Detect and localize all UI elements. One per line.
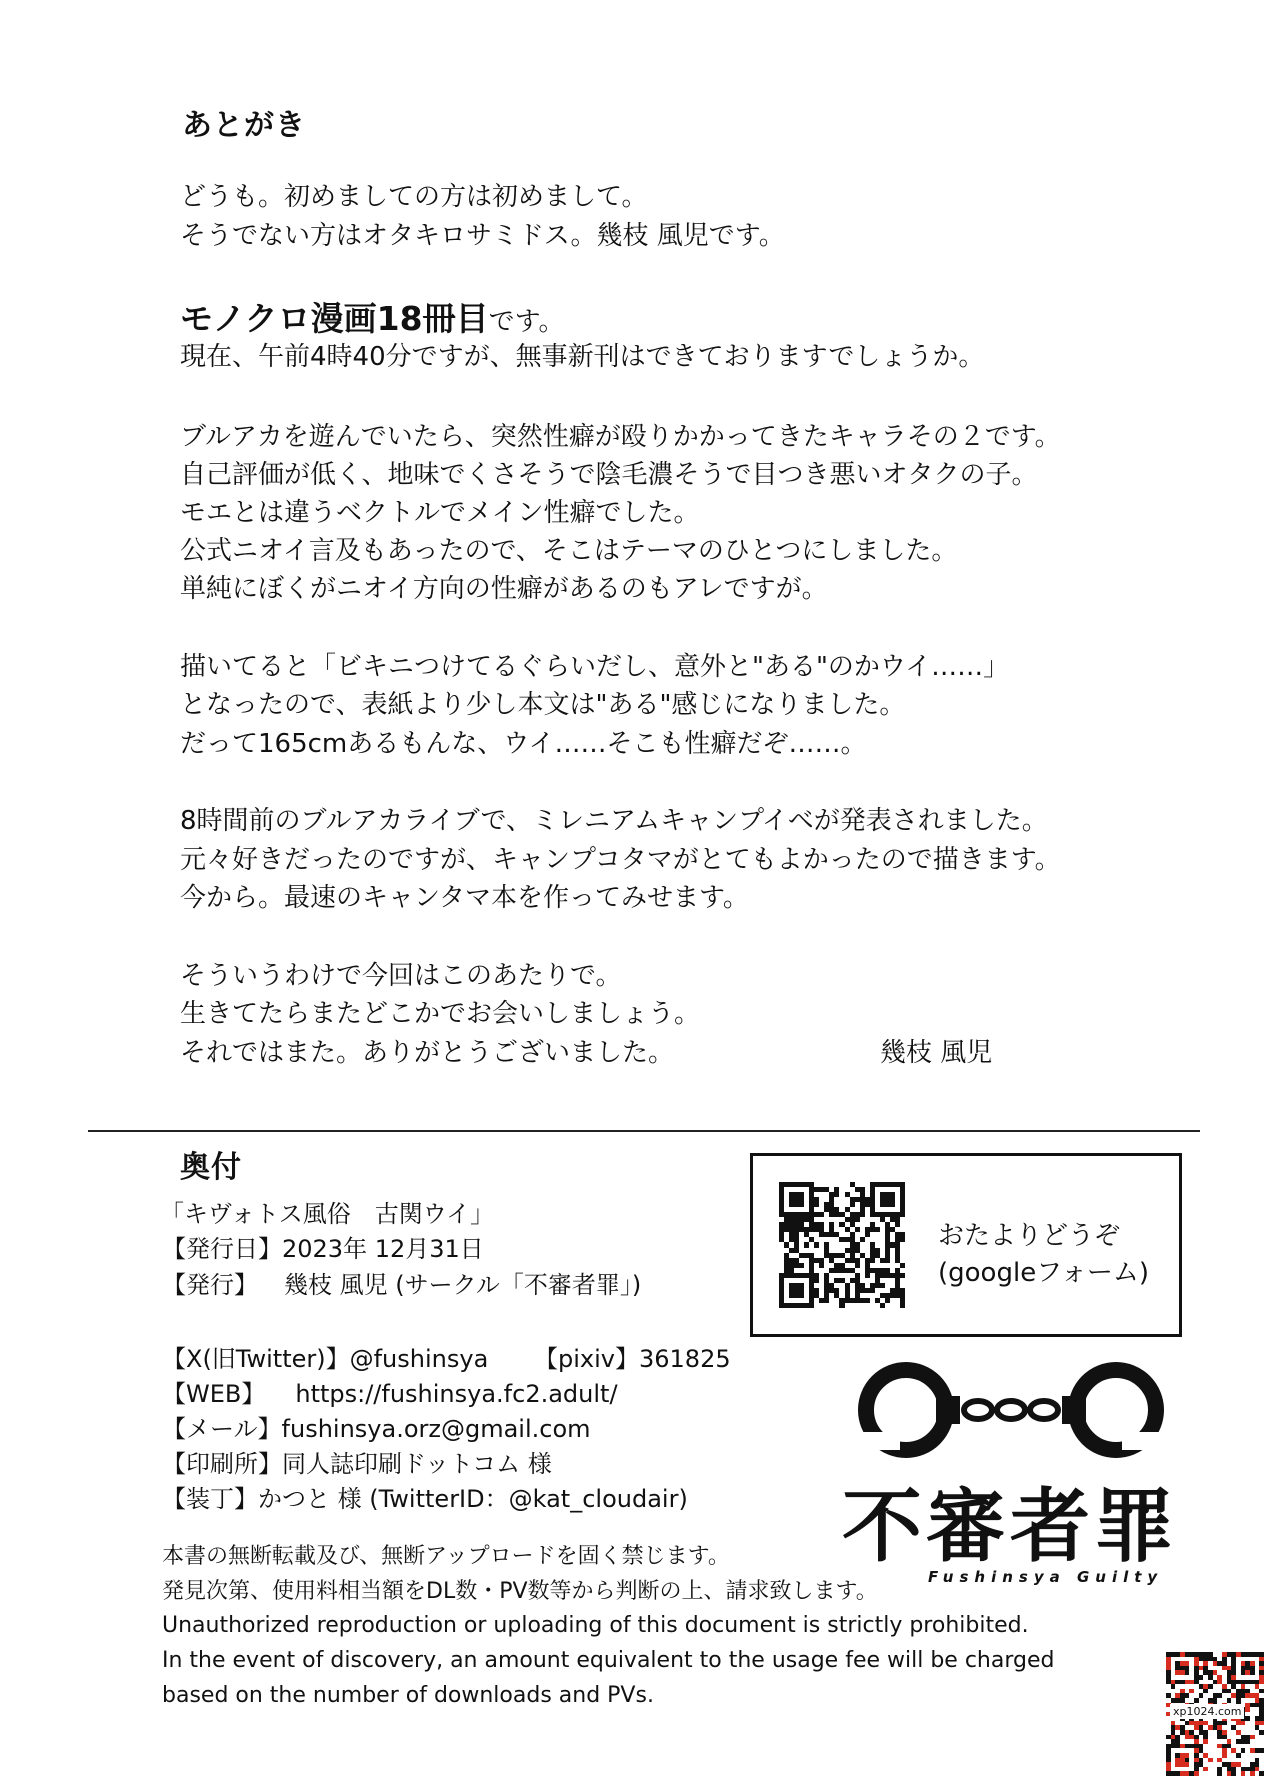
design-value: かつと 様 (TwitterID：@kat_cloudair) bbox=[258, 1485, 688, 1513]
afterword-line: 元々好きだったのですが、キャンプコタマがとてもよかったので描きます。 bbox=[180, 845, 1061, 875]
afterword-line: モエとは違うベクトルでメイン性癖でした。 bbox=[180, 498, 700, 528]
section-divider bbox=[88, 1130, 1200, 1132]
afterword-emphasis: モノクロ漫画18冊目 bbox=[180, 299, 489, 338]
afterword-line: そういうわけで今回はこのあたりで。 bbox=[180, 961, 622, 991]
colophon-design bbox=[162, 1482, 688, 1517]
afterword-line: どうも。初めましての方は初めまして。 bbox=[180, 182, 648, 212]
afterword-line: それではまた。ありがとうございました。 bbox=[180, 1038, 675, 1068]
publisher-value: 幾枝 風児 (サークル「不審者罪」) bbox=[284, 1271, 642, 1299]
afterword-line: となったので、表紙より少し本文は"ある"感じになりました。 bbox=[180, 690, 906, 720]
issue-date-value: 2023年 12月31日 bbox=[282, 1235, 484, 1263]
notice-line: based on the number of downloads and PVs. bbox=[162, 1683, 654, 1708]
colophon-printer bbox=[162, 1447, 552, 1482]
mail-value: fushinsya.orz@gmail.com bbox=[281, 1415, 591, 1443]
watermark-qr bbox=[1162, 1648, 1268, 1780]
afterword-signature: 幾枝 風児 bbox=[880, 1038, 993, 1068]
afterword-line: 公式ニオイ言及もあったので、そこはテーマのひとつにしました。 bbox=[180, 536, 958, 566]
afterword-line: だって165cmあるもんな、ウイ……そこも性癖だぞ……。 bbox=[180, 729, 867, 759]
afterword-heading: あとがき bbox=[182, 108, 306, 143]
x-label: 【X(旧Twitter)】 bbox=[162, 1345, 350, 1373]
afterword-line: 現在、午前4時40分ですが、無事新刊はできておりますでしょうか。 bbox=[180, 342, 985, 372]
x-handle: @fushinsya bbox=[349, 1345, 489, 1373]
qr-box-line1: おたよりどうぞ bbox=[938, 1221, 1121, 1251]
notice-line: 本書の無断転載及び、無断アップロードを固く禁じます。 bbox=[162, 1544, 730, 1569]
pixiv-id: 361825 bbox=[638, 1345, 731, 1373]
issue-date-label: 【発行日】 bbox=[162, 1235, 282, 1263]
notice-line: 発見次第、使用料相当額をDL数・PV数等から判断の上、請求致します。 bbox=[162, 1579, 878, 1604]
colophon-book-title: 「キヴォトス風俗 古関ウイ」 bbox=[160, 1200, 495, 1228]
colophon-publisher bbox=[162, 1268, 641, 1303]
afterword-line: 今から。最速のキャンタマ本を作ってみせます。 bbox=[180, 883, 749, 913]
watermark-text: xp1024.com bbox=[1170, 1704, 1244, 1719]
pixiv-label: 【pixiv】 bbox=[534, 1345, 639, 1373]
logo-romaji: Fushinsya Guilty bbox=[928, 1568, 1164, 1586]
handcuffs-icon bbox=[846, 1356, 1176, 1468]
colophon-mail bbox=[162, 1412, 591, 1447]
afterword-line: 自己評価が低く、地味でくさそうで陰毛濃そうで目つき悪いオタクの子。 bbox=[180, 460, 1038, 490]
publisher-label: 【発行】 bbox=[162, 1271, 258, 1299]
qr-code-icon[interactable] bbox=[779, 1182, 905, 1308]
logo-kanji: 不審者罪 bbox=[842, 1480, 1178, 1573]
feedback-qr-box bbox=[750, 1153, 1182, 1337]
web-label: 【WEB】 bbox=[162, 1380, 266, 1408]
colophon-x bbox=[162, 1342, 488, 1377]
printer-value: 同人誌印刷ドットコム 様 bbox=[282, 1450, 552, 1478]
qr-box-line2: (googleフォーム) bbox=[938, 1258, 1150, 1288]
notice-line: Unauthorized reproduction or uploading of this document is strictly prohibited. bbox=[162, 1613, 1029, 1638]
notice-line: In the event of discovery, an amount equivalent to the usage fee will be charged bbox=[162, 1648, 1055, 1673]
design-label: 【装丁】 bbox=[162, 1485, 258, 1513]
afterword-line: 単純にぼくがニオイ方向の性癖があるのもアレですが。 bbox=[180, 574, 828, 604]
afterword-line: ブルアカを遊んでいたら、突然性癖が殴りかかってきたキャラその２です。 bbox=[180, 422, 1061, 452]
afterword-emphasis-line bbox=[180, 293, 565, 340]
colophon-issue-date bbox=[162, 1232, 484, 1267]
afterword-line: そうでない方はオタキロサミドス。幾枝 風児です。 bbox=[180, 221, 785, 251]
afterword-line: 生きてたらまたどこかでお会いしましょう。 bbox=[180, 999, 701, 1029]
afterword-line: 描いてると「ビキニつけてるぐらいだし、意外と"ある"のかウイ……」 bbox=[180, 652, 1010, 682]
web-url: https://fushinsya.fc2.adult/ bbox=[295, 1380, 618, 1408]
afterword-line: 8時間前のブルアカライブで、ミレニアムキャンプイベが発表されました。 bbox=[180, 806, 1048, 836]
colophon-web bbox=[162, 1377, 618, 1412]
colophon-heading: 奥付 bbox=[180, 1150, 242, 1185]
afterword-emphasis-rest: です。 bbox=[488, 307, 565, 337]
colophon-pixiv bbox=[534, 1342, 731, 1377]
printer-label: 【印刷所】 bbox=[162, 1450, 282, 1478]
mail-label: 【メール】 bbox=[162, 1415, 282, 1443]
